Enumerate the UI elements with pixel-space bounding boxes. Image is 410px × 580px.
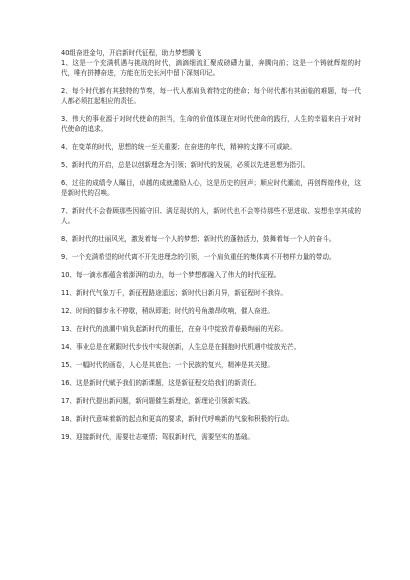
list-item: 18、新时代意味着新的起点和更高的要求，新时代呼唤新的气象和积极的行动。: [61, 415, 294, 423]
list-item: 13、在时代的浪潮中肩负起新时代的重任，在奋斗中绽放青春最绚丽的光彩。: [61, 325, 287, 333]
document-page: [61, 48, 361, 442]
list-item: 7、新时代不会眷顾那些因循守旧、满足现状的人，新时代也不会等待那些不思进取、妄想坐享其成的人。: [61, 207, 361, 225]
list-item: 8、新时代的壮丽风光，激发着每一个人的梦想；新时代的蓬勃活力，鼓舞着每一个人的奋斗。: [61, 235, 336, 243]
list-item: 11、新时代气象万千，新征程路途遥远；新时代日新月异，新征程时不我待。: [61, 289, 287, 297]
list-item: 2、每个时代都有其独特的节奏，每一代人都肩负着特定的使命；每个时代都有其面临的难题，每一代人都必须扛起相应的责任。: [61, 87, 361, 105]
list-item: 3、伟大的事业源于对时代使命的担当，生命的价值体现在对时代使命的践行，人生的幸福来自于对时代使命的追求。: [61, 115, 361, 133]
list-item: 10、每一滴水都蕴含着澎湃的动力，每一个梦想都融入了伟大的时代征程。: [61, 271, 281, 279]
list-item: 9、一个充满希望的时代离不开先进理念的引领，一个肩负重任的集体离不开榜样力量的带动。: [61, 253, 336, 261]
document-title: 40组奋进金句，开启新时代征程，助力梦想腾飞: [61, 49, 202, 57]
list-item: 1、这是一个充满机遇与挑战的时代，滴滴细流汇聚成磅礴力量，奔腾向前；这是一个铸就辉煌的时代，唯有拼搏奋进，方能在历史长河中留下深刻印记。: [61, 59, 361, 77]
list-item: 16、这是新时代赋予我们的新课题，这是新征程交给我们的新责任。: [61, 379, 261, 387]
list-item: 4、在变革的时代，思想的统一至关重要；在奋进的年代，精神的支撑不可或缺。: [61, 143, 296, 151]
list-item: 14、事业总是在紧跟时代步伐中实现创新，人生总是在拥抱时代机遇中绽放光芒。: [61, 343, 301, 351]
list-item: 17、新时代提出新问题，新问题催生新理论，新理论引领新实践。: [61, 397, 255, 405]
list-item: 5、新时代的开启，总是以创新理念为引领；新时代的发展，必须以先进思想为指引。: [61, 161, 310, 169]
list-item: 12、时间的脚步永不停歇，稍纵即逝；时代的号角激昂吹响，催人奋进。: [61, 307, 274, 315]
list-item: 19、迎接新时代，需要壮志豪情；驾驭新时代，需要坚实的基础。: [61, 433, 255, 441]
list-item: 15、一幅时代的画卷，人心是其底色；一个民族的复兴，精神是其关键。: [61, 361, 274, 369]
list-item: 6、过往的成绩令人瞩目，卓越的成就激励人心，这是历史的回声；顺应时代潮流，再创辉煌伟业，这是新时代的召唤。: [61, 179, 361, 197]
